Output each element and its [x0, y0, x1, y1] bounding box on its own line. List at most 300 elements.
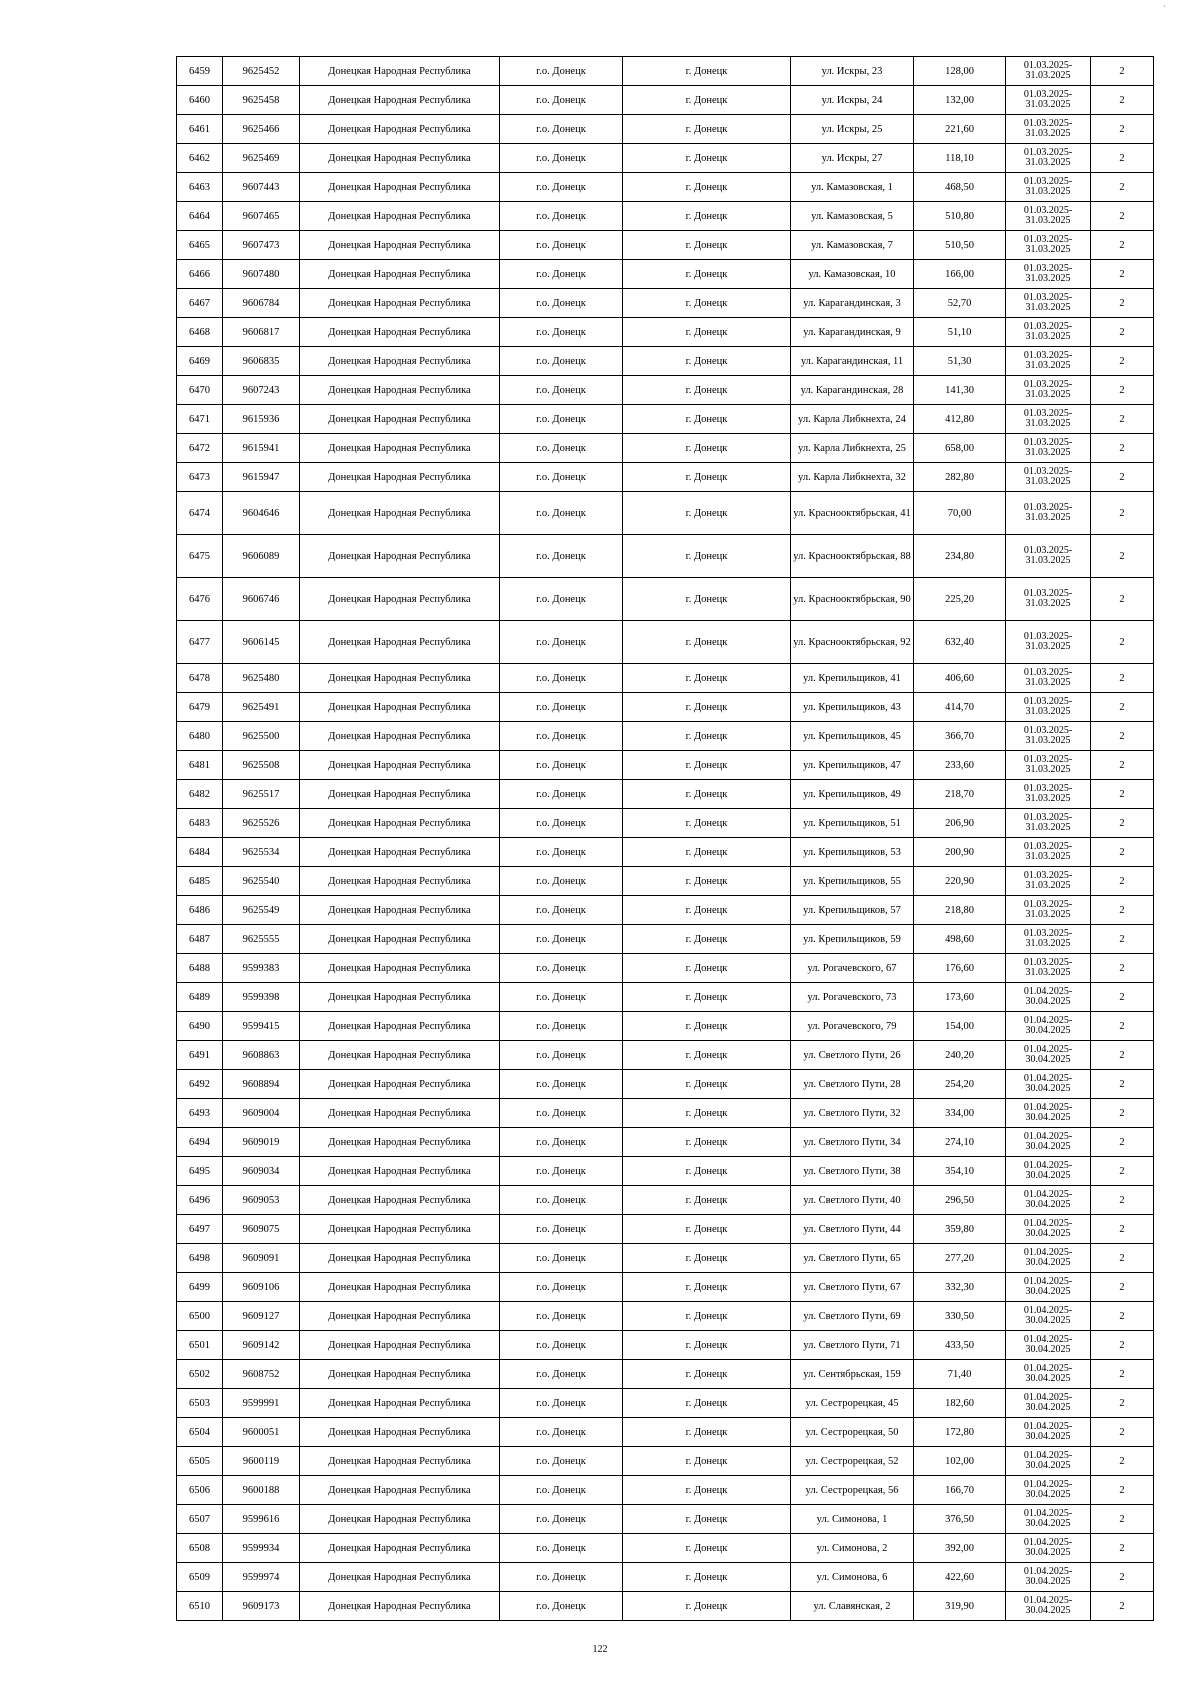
area-cell: 218,70	[914, 780, 1006, 809]
table-row	[177, 173, 1154, 202]
table-row	[177, 751, 1154, 780]
quantity-cell: 2	[1091, 144, 1154, 173]
table-row	[177, 289, 1154, 318]
address-cell: ул. Симонова, 6	[791, 1563, 914, 1592]
row-number-cell: 6462	[177, 144, 223, 173]
area-cell: 141,30	[914, 376, 1006, 405]
region-cell: Донецкая Народная Республика	[300, 57, 500, 86]
address-cell: ул. Светлого Пути, 38	[791, 1157, 914, 1186]
district-cell: г.о. Донецк	[500, 925, 623, 954]
district-cell: г.о. Донецк	[500, 722, 623, 751]
period-cell: 01.04.2025-30.04.2025	[1006, 1534, 1091, 1563]
district-cell: г.о. Донецк	[500, 621, 623, 664]
object-code-cell: 9625458	[223, 86, 300, 115]
quantity-cell: 2	[1091, 664, 1154, 693]
quantity-cell: 2	[1091, 231, 1154, 260]
address-cell: ул. Сестрорецкая, 50	[791, 1418, 914, 1447]
city-cell: г. Донецк	[623, 1157, 791, 1186]
table-row	[177, 1128, 1154, 1157]
area-cell: 354,10	[914, 1157, 1006, 1186]
quantity-cell: 2	[1091, 289, 1154, 318]
row-number-cell: 6493	[177, 1099, 223, 1128]
table-row	[177, 405, 1154, 434]
district-cell: г.о. Донецк	[500, 434, 623, 463]
address-cell: ул. Крепильщиков, 59	[791, 925, 914, 954]
table-row	[177, 1186, 1154, 1215]
object-code-cell: 9609075	[223, 1215, 300, 1244]
table-row	[177, 1070, 1154, 1099]
region-cell: Донецкая Народная Республика	[300, 405, 500, 434]
address-cell: ул. Сестрорецкая, 45	[791, 1389, 914, 1418]
object-code-cell: 9625540	[223, 867, 300, 896]
city-cell: г. Донецк	[623, 1331, 791, 1360]
quantity-cell: 2	[1091, 925, 1154, 954]
address-cell: ул. Карла Либкнехта, 32	[791, 463, 914, 492]
period-cell: 01.03.2025-31.03.2025	[1006, 780, 1091, 809]
period-cell: 01.04.2025-30.04.2025	[1006, 1418, 1091, 1447]
row-number-cell: 6459	[177, 57, 223, 86]
object-code-cell: 9608752	[223, 1360, 300, 1389]
object-code-cell: 9599991	[223, 1389, 300, 1418]
city-cell: г. Донецк	[623, 1186, 791, 1215]
object-code-cell: 9625480	[223, 664, 300, 693]
city-cell: г. Донецк	[623, 751, 791, 780]
region-cell: Донецкая Народная Республика	[300, 693, 500, 722]
object-code-cell: 9606784	[223, 289, 300, 318]
address-cell: ул. Светлого Пути, 69	[791, 1302, 914, 1331]
district-cell: г.о. Донецк	[500, 318, 623, 347]
period-cell: 01.04.2025-30.04.2025	[1006, 1244, 1091, 1273]
period-cell: 01.04.2025-30.04.2025	[1006, 983, 1091, 1012]
region-cell: Донецкая Народная Республика	[300, 535, 500, 578]
table-row	[177, 318, 1154, 347]
period-cell: 01.04.2025-30.04.2025	[1006, 1302, 1091, 1331]
table-row	[177, 1563, 1154, 1592]
area-cell: 200,90	[914, 838, 1006, 867]
object-code-cell: 9600188	[223, 1476, 300, 1505]
table-row	[177, 809, 1154, 838]
district-cell: г.о. Донецк	[500, 1418, 623, 1447]
period-cell: 01.03.2025-31.03.2025	[1006, 57, 1091, 86]
region-cell: Донецкая Народная Республика	[300, 1563, 500, 1592]
registry-table-body	[177, 57, 1154, 1621]
row-number-cell: 6504	[177, 1418, 223, 1447]
object-code-cell: 9609127	[223, 1302, 300, 1331]
region-cell: Донецкая Народная Республика	[300, 492, 500, 535]
corner-mark: ·	[1163, 2, 1166, 11]
object-code-cell: 9599974	[223, 1563, 300, 1592]
page-number: 122	[592, 1644, 608, 1655]
region-cell: Донецкая Народная Республика	[300, 1302, 500, 1331]
row-number-cell: 6483	[177, 809, 223, 838]
address-cell: ул. Камазовская, 5	[791, 202, 914, 231]
district-cell: г.о. Донецк	[500, 1099, 623, 1128]
quantity-cell: 2	[1091, 1563, 1154, 1592]
district-cell: г.о. Донецк	[500, 1070, 623, 1099]
row-number-cell: 6478	[177, 664, 223, 693]
table-row	[177, 115, 1154, 144]
row-number-cell: 6477	[177, 621, 223, 664]
row-number-cell: 6503	[177, 1389, 223, 1418]
area-cell: 498,60	[914, 925, 1006, 954]
object-code-cell: 9606746	[223, 578, 300, 621]
row-number-cell: 6500	[177, 1302, 223, 1331]
period-cell: 01.04.2025-30.04.2025	[1006, 1505, 1091, 1534]
address-cell: ул. Светлого Пути, 26	[791, 1041, 914, 1070]
object-code-cell: 9625549	[223, 896, 300, 925]
table-row	[177, 621, 1154, 664]
table-row	[177, 535, 1154, 578]
area-cell: 468,50	[914, 173, 1006, 202]
row-number-cell: 6498	[177, 1244, 223, 1273]
quantity-cell: 2	[1091, 722, 1154, 751]
row-number-cell: 6481	[177, 751, 223, 780]
table-row	[177, 1273, 1154, 1302]
district-cell: г.о. Донецк	[500, 376, 623, 405]
district-cell: г.о. Донецк	[500, 838, 623, 867]
quantity-cell: 2	[1091, 1389, 1154, 1418]
row-number-cell: 6508	[177, 1534, 223, 1563]
row-number-cell: 6466	[177, 260, 223, 289]
city-cell: г. Донецк	[623, 838, 791, 867]
area-cell: 172,80	[914, 1418, 1006, 1447]
area-cell: 70,00	[914, 492, 1006, 535]
period-cell: 01.04.2025-30.04.2025	[1006, 1331, 1091, 1360]
object-code-cell: 9625452	[223, 57, 300, 86]
area-cell: 225,20	[914, 578, 1006, 621]
row-number-cell: 6507	[177, 1505, 223, 1534]
table-row	[177, 1215, 1154, 1244]
district-cell: г.о. Донецк	[500, 86, 623, 115]
quantity-cell: 2	[1091, 434, 1154, 463]
period-cell: 01.03.2025-31.03.2025	[1006, 664, 1091, 693]
area-cell: 359,80	[914, 1215, 1006, 1244]
row-number-cell: 6488	[177, 954, 223, 983]
table-row	[177, 925, 1154, 954]
area-cell: 132,00	[914, 86, 1006, 115]
district-cell: г.о. Донецк	[500, 1186, 623, 1215]
period-cell: 01.03.2025-31.03.2025	[1006, 289, 1091, 318]
region-cell: Донецкая Народная Республика	[300, 867, 500, 896]
period-cell: 01.03.2025-31.03.2025	[1006, 405, 1091, 434]
row-number-cell: 6473	[177, 463, 223, 492]
city-cell: г. Донецк	[623, 86, 791, 115]
region-cell: Донецкая Народная Республика	[300, 664, 500, 693]
object-code-cell: 9609034	[223, 1157, 300, 1186]
object-code-cell: 9599398	[223, 983, 300, 1012]
region-cell: Донецкая Народная Республика	[300, 1215, 500, 1244]
quantity-cell: 2	[1091, 463, 1154, 492]
address-cell: ул. Карагандинская, 3	[791, 289, 914, 318]
region-cell: Донецкая Народная Республика	[300, 1128, 500, 1157]
row-number-cell: 6489	[177, 983, 223, 1012]
city-cell: г. Донецк	[623, 693, 791, 722]
quantity-cell: 2	[1091, 535, 1154, 578]
row-number-cell: 6485	[177, 867, 223, 896]
object-code-cell: 9625491	[223, 693, 300, 722]
district-cell: г.о. Донецк	[500, 1302, 623, 1331]
region-cell: Донецкая Народная Республика	[300, 202, 500, 231]
region-cell: Донецкая Народная Республика	[300, 983, 500, 1012]
area-cell: 182,60	[914, 1389, 1006, 1418]
period-cell: 01.03.2025-31.03.2025	[1006, 144, 1091, 173]
quantity-cell: 2	[1091, 57, 1154, 86]
quantity-cell: 2	[1091, 1592, 1154, 1621]
address-cell: ул. Светлого Пути, 71	[791, 1331, 914, 1360]
object-code-cell: 9604646	[223, 492, 300, 535]
region-cell: Донецкая Народная Республика	[300, 376, 500, 405]
district-cell: г.о. Донецк	[500, 1041, 623, 1070]
district-cell: г.о. Донецк	[500, 463, 623, 492]
period-cell: 01.04.2025-30.04.2025	[1006, 1360, 1091, 1389]
city-cell: г. Донецк	[623, 492, 791, 535]
period-cell: 01.03.2025-31.03.2025	[1006, 535, 1091, 578]
city-cell: г. Донецк	[623, 1418, 791, 1447]
area-cell: 510,50	[914, 231, 1006, 260]
period-cell: 01.03.2025-31.03.2025	[1006, 202, 1091, 231]
area-cell: 412,80	[914, 405, 1006, 434]
city-cell: г. Донецк	[623, 318, 791, 347]
region-cell: Донецкая Народная Республика	[300, 1244, 500, 1273]
object-code-cell: 9600051	[223, 1418, 300, 1447]
region-cell: Донецкая Народная Республика	[300, 1505, 500, 1534]
quantity-cell: 2	[1091, 173, 1154, 202]
object-code-cell: 9599616	[223, 1505, 300, 1534]
area-cell: 510,80	[914, 202, 1006, 231]
region-cell: Донецкая Народная Республика	[300, 1099, 500, 1128]
area-cell: 296,50	[914, 1186, 1006, 1215]
area-cell: 406,60	[914, 664, 1006, 693]
quantity-cell: 2	[1091, 1012, 1154, 1041]
period-cell: 01.04.2025-30.04.2025	[1006, 1012, 1091, 1041]
period-cell: 01.03.2025-31.03.2025	[1006, 722, 1091, 751]
object-code-cell: 9625466	[223, 115, 300, 144]
city-cell: г. Донецк	[623, 1070, 791, 1099]
table-row	[177, 86, 1154, 115]
region-cell: Донецкая Народная Республика	[300, 1360, 500, 1389]
district-cell: г.о. Донецк	[500, 405, 623, 434]
period-cell: 01.03.2025-31.03.2025	[1006, 578, 1091, 621]
table-row	[177, 144, 1154, 173]
area-cell: 173,60	[914, 983, 1006, 1012]
region-cell: Донецкая Народная Республика	[300, 1592, 500, 1621]
district-cell: г.о. Донецк	[500, 780, 623, 809]
region-cell: Донецкая Народная Республика	[300, 925, 500, 954]
table-row	[177, 434, 1154, 463]
region-cell: Донецкая Народная Республика	[300, 1012, 500, 1041]
quantity-cell: 2	[1091, 202, 1154, 231]
quantity-cell: 2	[1091, 1418, 1154, 1447]
quantity-cell: 2	[1091, 838, 1154, 867]
city-cell: г. Донецк	[623, 260, 791, 289]
district-cell: г.о. Донецк	[500, 289, 623, 318]
period-cell: 01.03.2025-31.03.2025	[1006, 173, 1091, 202]
district-cell: г.о. Донецк	[500, 664, 623, 693]
city-cell: г. Донецк	[623, 1302, 791, 1331]
period-cell: 01.03.2025-31.03.2025	[1006, 693, 1091, 722]
table-row	[177, 983, 1154, 1012]
city-cell: г. Донецк	[623, 376, 791, 405]
district-cell: г.о. Донецк	[500, 1505, 623, 1534]
city-cell: г. Донецк	[623, 535, 791, 578]
address-cell: ул. Крепильщиков, 53	[791, 838, 914, 867]
region-cell: Донецкая Народная Республика	[300, 86, 500, 115]
object-code-cell: 9625469	[223, 144, 300, 173]
region-cell: Донецкая Народная Республика	[300, 173, 500, 202]
address-cell: ул. Камазовская, 1	[791, 173, 914, 202]
table-row	[177, 780, 1154, 809]
region-cell: Донецкая Народная Республика	[300, 1041, 500, 1070]
period-cell: 01.04.2025-30.04.2025	[1006, 1128, 1091, 1157]
address-cell: ул. Искры, 25	[791, 115, 914, 144]
table-row	[177, 1012, 1154, 1041]
area-cell: 51,10	[914, 318, 1006, 347]
row-number-cell: 6502	[177, 1360, 223, 1389]
object-code-cell: 9625517	[223, 780, 300, 809]
address-cell: ул. Краснооктябрьская, 88	[791, 535, 914, 578]
district-cell: г.о. Донецк	[500, 1592, 623, 1621]
row-number-cell: 6476	[177, 578, 223, 621]
address-cell: ул. Симонова, 2	[791, 1534, 914, 1563]
object-code-cell: 9606817	[223, 318, 300, 347]
table-row	[177, 1302, 1154, 1331]
district-cell: г.о. Донецк	[500, 144, 623, 173]
quantity-cell: 2	[1091, 1331, 1154, 1360]
table-row	[177, 57, 1154, 86]
quantity-cell: 2	[1091, 780, 1154, 809]
period-cell: 01.04.2025-30.04.2025	[1006, 1099, 1091, 1128]
city-cell: г. Донецк	[623, 1534, 791, 1563]
object-code-cell: 9625508	[223, 751, 300, 780]
area-cell: 71,40	[914, 1360, 1006, 1389]
object-code-cell: 9608894	[223, 1070, 300, 1099]
region-cell: Донецкая Народная Республика	[300, 780, 500, 809]
address-cell: ул. Светлого Пути, 28	[791, 1070, 914, 1099]
table-row	[177, 1534, 1154, 1563]
row-number-cell: 6491	[177, 1041, 223, 1070]
district-cell: г.о. Донецк	[500, 693, 623, 722]
address-cell: ул. Крепильщиков, 57	[791, 896, 914, 925]
object-code-cell: 9609004	[223, 1099, 300, 1128]
district-cell: г.о. Донецк	[500, 260, 623, 289]
address-cell: ул. Крепильщиков, 49	[791, 780, 914, 809]
address-cell: ул. Рогачевского, 79	[791, 1012, 914, 1041]
city-cell: г. Донецк	[623, 780, 791, 809]
quantity-cell: 2	[1091, 693, 1154, 722]
city-cell: г. Донецк	[623, 722, 791, 751]
table-row	[177, 492, 1154, 535]
row-number-cell: 6482	[177, 780, 223, 809]
address-cell: ул. Краснооктябрьская, 41	[791, 492, 914, 535]
address-cell: ул. Карагандинская, 28	[791, 376, 914, 405]
address-cell: ул. Краснооктябрьская, 92	[791, 621, 914, 664]
address-cell: ул. Крепильщиков, 51	[791, 809, 914, 838]
city-cell: г. Донецк	[623, 925, 791, 954]
region-cell: Донецкая Народная Республика	[300, 1447, 500, 1476]
area-cell: 392,00	[914, 1534, 1006, 1563]
district-cell: г.о. Донецк	[500, 1476, 623, 1505]
area-cell: 166,70	[914, 1476, 1006, 1505]
period-cell: 01.03.2025-31.03.2025	[1006, 434, 1091, 463]
quantity-cell: 2	[1091, 1273, 1154, 1302]
district-cell: г.о. Донецк	[500, 578, 623, 621]
region-cell: Донецкая Народная Республика	[300, 1186, 500, 1215]
city-cell: г. Донецк	[623, 1447, 791, 1476]
period-cell: 01.03.2025-31.03.2025	[1006, 231, 1091, 260]
city-cell: г. Донецк	[623, 347, 791, 376]
address-cell: ул. Светлого Пути, 34	[791, 1128, 914, 1157]
row-number-cell: 6480	[177, 722, 223, 751]
table-row	[177, 376, 1154, 405]
quantity-cell: 2	[1091, 1215, 1154, 1244]
quantity-cell: 2	[1091, 867, 1154, 896]
object-code-cell: 9606089	[223, 535, 300, 578]
city-cell: г. Донецк	[623, 231, 791, 260]
table-row	[177, 722, 1154, 751]
quantity-cell: 2	[1091, 405, 1154, 434]
quantity-cell: 2	[1091, 809, 1154, 838]
quantity-cell: 2	[1091, 1360, 1154, 1389]
table-row	[177, 1418, 1154, 1447]
region-cell: Донецкая Народная Республика	[300, 1331, 500, 1360]
address-cell: ул. Искры, 24	[791, 86, 914, 115]
period-cell: 01.03.2025-31.03.2025	[1006, 809, 1091, 838]
region-cell: Донецкая Народная Республика	[300, 231, 500, 260]
region-cell: Донецкая Народная Республика	[300, 809, 500, 838]
table-row	[177, 1157, 1154, 1186]
period-cell: 01.04.2025-30.04.2025	[1006, 1447, 1091, 1476]
region-cell: Донецкая Народная Республика	[300, 954, 500, 983]
object-code-cell: 9609091	[223, 1244, 300, 1273]
object-code-cell: 9615941	[223, 434, 300, 463]
city-cell: г. Донецк	[623, 983, 791, 1012]
region-cell: Донецкая Народная Республика	[300, 1157, 500, 1186]
area-cell: 206,90	[914, 809, 1006, 838]
quantity-cell: 2	[1091, 1070, 1154, 1099]
district-cell: г.о. Донецк	[500, 115, 623, 144]
district-cell: г.о. Донецк	[500, 954, 623, 983]
table-row	[177, 1447, 1154, 1476]
city-cell: г. Донецк	[623, 954, 791, 983]
row-number-cell: 6499	[177, 1273, 223, 1302]
object-code-cell: 9615936	[223, 405, 300, 434]
table-row	[177, 463, 1154, 492]
region-cell: Донецкая Народная Республика	[300, 260, 500, 289]
table-row	[177, 664, 1154, 693]
address-cell: ул. Симонова, 1	[791, 1505, 914, 1534]
quantity-cell: 2	[1091, 1099, 1154, 1128]
area-cell: 330,50	[914, 1302, 1006, 1331]
object-code-cell: 9606145	[223, 621, 300, 664]
row-number-cell: 6472	[177, 434, 223, 463]
address-cell: ул. Светлого Пути, 65	[791, 1244, 914, 1273]
row-number-cell: 6469	[177, 347, 223, 376]
row-number-cell: 6468	[177, 318, 223, 347]
table-row	[177, 693, 1154, 722]
quantity-cell: 2	[1091, 1157, 1154, 1186]
region-cell: Донецкая Народная Республика	[300, 318, 500, 347]
row-number-cell: 6464	[177, 202, 223, 231]
quantity-cell: 2	[1091, 1041, 1154, 1070]
city-cell: г. Донецк	[623, 202, 791, 231]
row-number-cell: 6506	[177, 1476, 223, 1505]
quantity-cell: 2	[1091, 896, 1154, 925]
table-row	[177, 1099, 1154, 1128]
period-cell: 01.03.2025-31.03.2025	[1006, 347, 1091, 376]
area-cell: 414,70	[914, 693, 1006, 722]
row-number-cell: 6492	[177, 1070, 223, 1099]
area-cell: 166,00	[914, 260, 1006, 289]
